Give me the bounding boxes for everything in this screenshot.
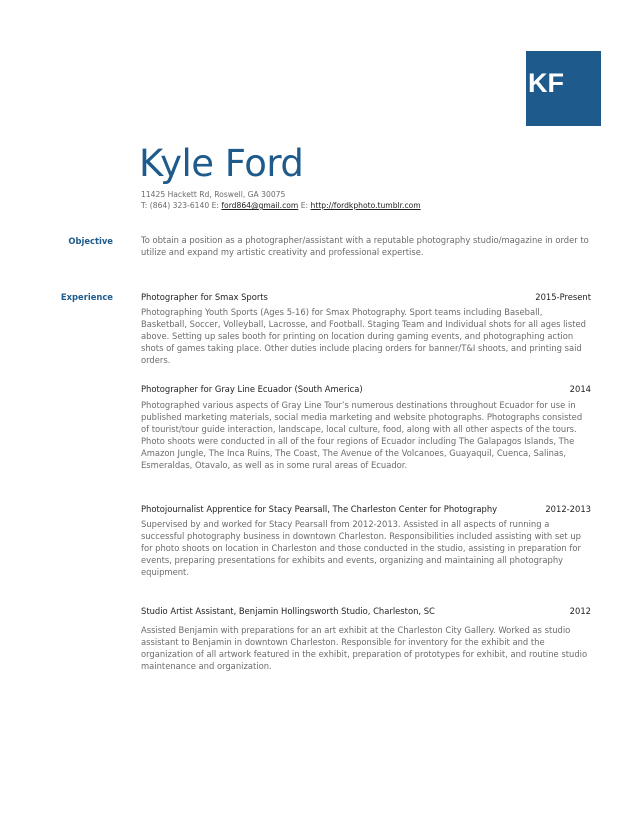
experience-heading: Experience bbox=[60, 292, 113, 302]
job-description: Assisted Benjamin with preparations for an art exhibit at the Charleston City Gallery. Worked as studio assistant to Benjamin in downtown Charleston. Responsible for inventory for the exhibit and the organization of all artwork featured in the exhibit, preparation of prototypes for exhibit, and routine studio maintenance and organization. bbox=[141, 625, 588, 671]
job-title: Studio Artist Assistant, Benjamin Hollingsworth Studio, Charleston, SC bbox=[141, 606, 435, 616]
resume-name: Kyle Ford bbox=[139, 142, 304, 185]
job-title: Photographer for Smax Sports bbox=[141, 292, 268, 302]
contact-address: 11425 Hackett Rd, Roswell, GA 30075 bbox=[141, 190, 286, 199]
job-description: Supervised by and worked for Stacy Pearsall from 2012-2013. Assisted in all aspects of running a successful photography business in downtown Charleston. Responsibilities included assisting with set up for photo shoots on location in Charleston and those conducted in the studio, assisting in preparation for events, preparing presentations for exhibits and events, organizing and maintaining all photography equipment. bbox=[141, 519, 581, 577]
website-link[interactable]: http://fordkphoto.tumblr.com bbox=[310, 201, 421, 210]
logo-initials: KF bbox=[528, 68, 564, 98]
job-date: 2014 bbox=[569, 384, 591, 394]
website-label: E: bbox=[300, 201, 309, 210]
objective-heading: Objective bbox=[68, 236, 113, 246]
contact-line bbox=[141, 202, 421, 210]
logo-monogram bbox=[526, 51, 601, 126]
job-description: Photographing Youth Sports (Ages 5-16) for Smax Photography. Sport teams including Baseball, Basketball, Soccer, Volleyball, Lacrosse, and Football. Staging Team and Individual shots for all ages listed above. Setting up sales booth for printing on location during gaming events, and photographing action shots of games taking place. Other duties include placing orders for banner/T&I shoots, and printing said orders. bbox=[141, 307, 586, 365]
contact-phone: T: (864) 323-6140 E: bbox=[141, 201, 219, 210]
job-date: 2012 bbox=[569, 606, 591, 616]
job-description: Photographed various aspects of Gray Line Tour’s numerous destinations throughout Ecuador for use in published marketing materials, social media marketing and website photographs. Photographs consisted of tourist/tour guide interaction, landscape, local culture, food, along with all other aspects of the tours. Photo shoots were conducted in all of the four regions of Ecuador including The Galapagos Islands, The Amazon Jungle, The Inca Ruins, The Coast, The Avenue of the Volcanoes, Guayaquil, Cuenca, Salinas, Esmeraldas, Otavalo, as well as in some rural areas of Ecuador. bbox=[141, 400, 583, 470]
email-link[interactable]: ford864@gmail.com bbox=[221, 201, 299, 210]
job-date: 2012-2013 bbox=[545, 504, 591, 514]
job-date: 2015-Present bbox=[535, 292, 591, 302]
job-title: Photojournalist Apprentice for Stacy Pearsall, The Charleston Center for Photography bbox=[141, 504, 498, 514]
job-title: Photographer for Gray Line Ecuador (South America) bbox=[141, 384, 363, 394]
objective-text: To obtain a position as a photographer/assistant with a reputable photography studio/magazine in order to utilize and expand my artistic creativity and professional expertise. bbox=[141, 235, 589, 257]
